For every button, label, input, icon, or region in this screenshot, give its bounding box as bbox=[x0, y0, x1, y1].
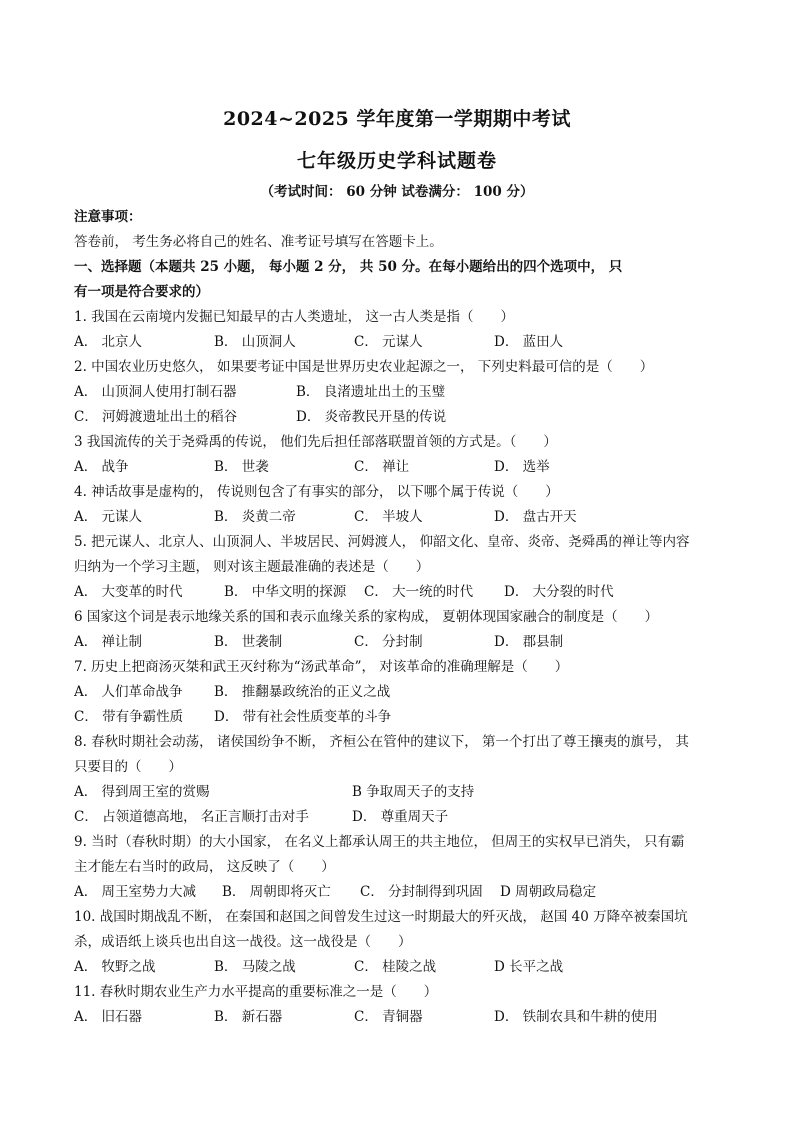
answer-option: D． 带有社会性质变革的斗争 bbox=[214, 709, 392, 725]
answer-option: D． 郡县制 bbox=[494, 634, 564, 650]
answer-option: A． 大变革的时代 bbox=[74, 584, 183, 600]
answer-option: B． 周朝即将灭亡 bbox=[222, 884, 331, 900]
question-10 bbox=[74, 905, 724, 980]
option-row bbox=[74, 1005, 724, 1030]
answer-option: C． 大一统的时代 bbox=[364, 584, 474, 600]
question-stem: 5. 把元谋人、北京人、山顶洞人、半坡居民、河姆渡人， 仰韶文化、皇帝、炎帝、尧舜禹的禅让等内容 bbox=[74, 534, 690, 550]
answer-option: B． 山顶洞人 bbox=[214, 334, 296, 350]
answer-option: D． 盘古开天 bbox=[494, 509, 577, 525]
option-row bbox=[74, 630, 724, 655]
answer-option: A． 元谋人 bbox=[74, 509, 143, 525]
answer-option: C． 桂陵之战 bbox=[354, 959, 437, 975]
exam-info: （考试时间： 60 分钟 试卷满分： 100 分） bbox=[260, 184, 534, 200]
answer-option: D 长平之战 bbox=[494, 959, 564, 975]
notice-heading: 注意事项： bbox=[74, 209, 142, 225]
answer-option: A． 得到周王室的赏赐 bbox=[74, 784, 210, 800]
answer-option: B 争取周天子的支持 bbox=[352, 784, 475, 800]
question-stem: 11. 春秋时期农业生产力水平提高的重要标准之一是（ ） bbox=[74, 984, 438, 1000]
section-heading-cont: 有一项是符合要求的） bbox=[74, 284, 209, 300]
answer-option: A． 旧石器 bbox=[74, 1009, 143, 1025]
answer-option: A． 战争 bbox=[74, 459, 129, 475]
answer-option: C． 河姆渡遗址出土的稻谷 bbox=[74, 409, 238, 425]
option-row bbox=[74, 955, 724, 980]
answer-option: D． 尊重周天子 bbox=[352, 809, 449, 825]
answer-option: C． 元谋人 bbox=[354, 334, 423, 350]
option-row bbox=[74, 455, 724, 480]
answer-option: C． 带有争霸性质 bbox=[74, 709, 184, 725]
exam-subject-title: 七年级历史学科试题卷 bbox=[296, 150, 497, 172]
question-4 bbox=[74, 480, 724, 530]
answer-option: A． 北京人 bbox=[74, 334, 143, 350]
question-stem: 9. 当时（春秋时期）的大小国家， 在名义上都承认周王的共主地位， 但周王的实权早已消失， 只有霸 bbox=[74, 834, 685, 850]
answer-option: B． 世袭 bbox=[214, 459, 269, 475]
answer-option: D． 蓝田人 bbox=[494, 334, 564, 350]
question-stem: 3 我国流传的关于尧舜禹的传说， 他们先后担任部落联盟首领的方式是。（ ） bbox=[74, 434, 557, 450]
answer-option: D 周朝政局稳定 bbox=[500, 884, 597, 900]
answer-option: D． 大分裂的时代 bbox=[504, 584, 614, 600]
answer-option: C． 半坡人 bbox=[354, 509, 423, 525]
question-stem: 归纳为一个学习主题， 则对该主题最准确的表述是（ ） bbox=[74, 559, 430, 575]
question-stem: 10. 战国时期战乱不断， 在秦国和赵国之间曾发生过这一时期最大的歼灭战， 赵国 40 万降卒被秦国坑 bbox=[74, 909, 688, 925]
answer-option: A． 山顶洞人使用打制石器 bbox=[74, 384, 237, 400]
question-9 bbox=[74, 830, 724, 905]
answer-option: B． 良渚遗址出土的玉璧 bbox=[296, 384, 446, 400]
option-row bbox=[74, 680, 724, 705]
notice-text: 答卷前， 考生务必将自己的姓名、准考证号填写在答题卡上。 bbox=[74, 234, 443, 250]
answer-option: A． 周王室势力大减 bbox=[74, 884, 197, 900]
option-row bbox=[74, 580, 724, 605]
exam-title: 2024~2025 学年度第一学期期中考试 bbox=[223, 108, 571, 130]
exam-content bbox=[74, 205, 724, 1030]
answer-option: B． 推翻暴政统治的正义之战 bbox=[214, 684, 391, 700]
answer-option: B． 马陵之战 bbox=[214, 959, 296, 975]
option-row bbox=[74, 380, 724, 405]
question-8 bbox=[74, 730, 724, 830]
answer-option: B． 中华文明的探源 bbox=[224, 584, 347, 600]
answer-option: A． 禅让制 bbox=[74, 634, 143, 650]
option-row bbox=[74, 780, 724, 805]
question-7 bbox=[74, 655, 724, 730]
answer-option: C． 禅让 bbox=[354, 459, 410, 475]
question-6 bbox=[74, 605, 724, 655]
section-heading: 一、选择题（本题共 25 小题， 每小题 2 分， 共 50 分。在每小题给出的四个选项中， 只 bbox=[74, 259, 623, 275]
answer-option: C． 占领道德高地， 名正言顺打击对手 bbox=[74, 809, 309, 825]
question-stem: 6 国家这个词是表示地缘关系的国和表示血缘关系的家构成， 夏朝体现国家融合的制度是（ ） bbox=[74, 609, 659, 625]
answer-option: D． 铁制农具和牛耕的使用 bbox=[494, 1009, 658, 1025]
option-row bbox=[74, 330, 724, 355]
answer-option: C． 分封制得到巩固 bbox=[360, 884, 483, 900]
answer-option: B． 新石器 bbox=[214, 1009, 283, 1025]
answer-option: D． 炎帝教民开垦的传说 bbox=[296, 409, 447, 425]
answer-option: B． 炎黄二帝 bbox=[214, 509, 296, 525]
question-5 bbox=[74, 530, 724, 605]
question-stem: 2. 中国农业历史悠久， 如果要考证中国是世界历史农业起源之一， 下列史料最可信的是（ ） bbox=[74, 359, 654, 375]
question-3 bbox=[74, 430, 724, 480]
answer-option: D． 选举 bbox=[494, 459, 550, 475]
question-stem: 主才能左右当时的政局， 这反映了（ ） bbox=[74, 859, 335, 875]
question-stem: 8. 春秋时期社会动荡， 诸侯国纷争不断， 齐桓公在管仲的建议下， 第一个打出了尊王攘夷的旗号， 其 bbox=[74, 734, 689, 750]
question-list bbox=[74, 305, 724, 1030]
option-row bbox=[74, 880, 724, 905]
answer-option: A． 人们革命战争 bbox=[74, 684, 183, 700]
answer-option: B． 世袭制 bbox=[214, 634, 283, 650]
question-stem: 1. 我国在云南境内发掘已知最早的古人类遗址， 这一古人类是指（ ） bbox=[74, 309, 514, 325]
answer-option: C． 青铜器 bbox=[354, 1009, 423, 1025]
option-row bbox=[74, 705, 724, 730]
question-1 bbox=[74, 305, 724, 355]
answer-option: A． 牧野之战 bbox=[74, 959, 156, 975]
option-row bbox=[74, 805, 724, 830]
question-stem: 只要目的（ ） bbox=[74, 759, 182, 775]
question-stem: 杀，成语纸上谈兵也出自这一战役。这一战役是（ ） bbox=[74, 934, 412, 950]
answer-option: C． 分封制 bbox=[354, 634, 423, 650]
option-row bbox=[74, 405, 724, 430]
question-2 bbox=[74, 355, 724, 430]
question-11 bbox=[74, 980, 724, 1030]
option-row bbox=[74, 505, 724, 530]
question-stem: 4. 神话故事是虚构的， 传说则包含了有事实的部分， 以下哪个属于传说（ ） bbox=[74, 484, 559, 500]
question-stem: 7. 历史上把商汤灭桀和武王灭纣称为“汤武革命”， 对该革命的准确理解是（ ） bbox=[74, 659, 569, 675]
